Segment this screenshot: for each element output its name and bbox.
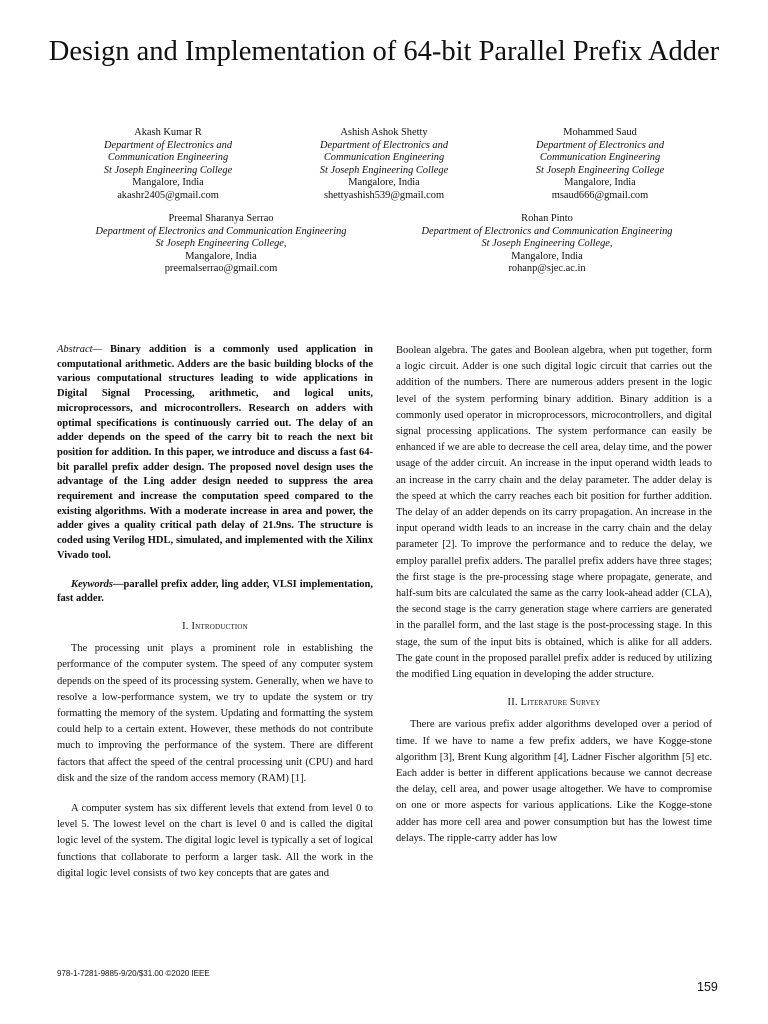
author-dept: Communication Engineering bbox=[107, 152, 229, 164]
author-college: St Joseph Engineering College bbox=[103, 164, 233, 176]
author-name: Mohammed Saud bbox=[563, 127, 637, 138]
paragraph: A computer system has six different levels that extend from level 0 to level 5. The lowest level on the chart is level 0 and is called the digital logic level of the system. The digital logic level is typically a set of logical functions that collaborate to perform a larger task. All the work in the digital logic level consists of two key concepts that are gates and bbox=[57, 802, 373, 879]
section-heading: I. Introduction bbox=[182, 620, 248, 632]
section-heading: II. Literature Survey bbox=[507, 697, 601, 709]
author-name: Rohan Pinto bbox=[521, 213, 573, 224]
keywords-lead: Keywords bbox=[71, 578, 113, 590]
author-college: St Joseph Engineering College, bbox=[481, 238, 613, 250]
author-email: akashr2405@gmail.com bbox=[117, 189, 219, 201]
abstract-lead: Abstract— bbox=[57, 344, 102, 355]
abstract bbox=[57, 343, 373, 564]
author-dept: Communication Engineering bbox=[323, 152, 445, 164]
author-college: St Joseph Engineering College bbox=[319, 164, 449, 176]
author-block bbox=[60, 213, 382, 276]
author-block bbox=[284, 127, 484, 203]
author-dept: Department of Electronics and Communication Engineering bbox=[95, 225, 347, 237]
keywords-body: —parallel prefix adder, ling adder, VLSI implementation, fast adder. bbox=[57, 578, 373, 605]
author-name: Akash Kumar R bbox=[134, 127, 202, 138]
author-college: St Joseph Engineering College, bbox=[155, 238, 287, 250]
author-name: Ashish Ashok Shetty bbox=[340, 127, 428, 138]
author-city: Mangalore, India bbox=[348, 177, 420, 189]
author-city: Mangalore, India bbox=[185, 250, 257, 262]
author-dept: Department of Electronics and bbox=[535, 139, 665, 151]
keywords bbox=[57, 578, 373, 607]
abstract-body: Binary addition is a commonly used application in computational arithmetic. Adders are the basic building blocks of the various computational structures leading to wide applications in Digital Signal Processing, arithmetic, and logical units, microprocessors, and microcontrollers. Research on adders with optimal specifications is continuously carried out. The delay of an adder depends on the speed of the carry bit to reach the next bit position for addition. In this paper, we introduce and discuss a fast 64-bit parallel prefix adder design. The proposed novel design uses the advantage of the Ling adder design needed to suppress the area requirement and increase the computation speed compared to the existing algorithms. With a moderate increase in area and power, the adder gives a quality critical path delay of 21.9ns. The structure is coded using Verilog HDL, simulated, and implemented with the Xilinx Vivado tool. bbox=[57, 344, 373, 561]
author-block bbox=[68, 127, 268, 203]
paragraph: There are various prefix adder algorithms developed over a period of time. If we have to name a few prefix adders, we have Kogge-stone algorithm [3], Brent Kung algorithm [4], Ladner Fischer algorithm [5] etc. Each adder is better in different applications because we cannot decrease the delay, cell area, and power usage altogether. We have to compromise on one or more aspects for various applications. Like the Kogge-stone adder has more cell area and power consumption but has the lowest time delays. The ripple-carry adder has low bbox=[396, 719, 712, 844]
author-college: St Joseph Engineering College bbox=[535, 164, 665, 176]
paragraph: Boolean algebra. The gates and Boolean algebra, when put together, form a logic circuit. Adder is one such digital logic circuit that carries out the addition of the numbers. There are numerous adders present in the logic level of the system performing binary addition. Binary addition is a commonly used operator in microprocessors, microcontrollers, and digital signal processing applications. The system performance can easily be enhanced if we are able to decrease the cell area, delay time, and the power usage of the adder circuit. An increase in the input operand width leads to an increase in the carry chain and the delay parameter. The adder delay is the speed at which the carry reaches each bit position for further addition. The delay of an adder depends on its carry propagation. An increase in the input operand width leads to an increase in the carry chain and the delay parameter [2]. To improve the performance and to reduce the delay, we employ parallel prefix adders. The parallel prefix adders have three stages; the first stage is the pre-processing stage where propagate, generate, and half-sum bits are calculated the same as the carry look-ahead adder (CLA), the second stage is the carry generation stage where carriers are generated in the parallel form, and the last stage is the post-processing stage. In this stage, the sum of the input bits is obtained, which is alike for all adders. The gate count in the proposed parallel prefix adder is reduced by utilizing the modified Ling equation in developing the adder structure. bbox=[396, 345, 712, 681]
author-email: rohanp@sjec.ac.in bbox=[508, 263, 586, 275]
copyright-footer: 978-1-7281-9885-9/20/$31.00 ©2020 IEEE bbox=[57, 969, 210, 978]
paper-title: Design and Implementation of 64-bit Parallel Prefix Adder bbox=[48, 36, 720, 67]
author-dept: Department of Electronics and bbox=[103, 139, 233, 151]
right-column bbox=[396, 343, 712, 847]
author-city: Mangalore, India bbox=[511, 250, 583, 262]
author-block bbox=[500, 127, 700, 203]
left-column bbox=[57, 343, 373, 882]
author-block bbox=[386, 213, 708, 276]
author-city: Mangalore, India bbox=[132, 177, 204, 189]
author-email: shettyashish539@gmail.com bbox=[323, 189, 445, 201]
author-email: preemalserrao@gmail.com bbox=[164, 263, 278, 275]
author-dept: Department of Electronics and Communication Engineering bbox=[421, 225, 673, 237]
author-dept: Communication Engineering bbox=[539, 152, 661, 164]
author-email: msaud666@gmail.com bbox=[551, 189, 649, 201]
author-city: Mangalore, India bbox=[564, 177, 636, 189]
paragraph: The processing unit plays a prominent role in establishing the performance of the computer system. The speed of any computer system depends on the speed of its processing system. Generally, when we have to resolve a low-performance system, we try to update the system or try formatting the memory of the system. Updating and formatting the system could help to a certain extent. However, these methods do not contribute much to improving the performance of the system. There are different factors that affect the speed of the central processing unit (CPU) and hard disk and the size of the random access memory (RAM) [1]. bbox=[57, 643, 373, 784]
author-name: Preemal Sharanya Serrao bbox=[168, 213, 274, 224]
author-dept: Department of Electronics and bbox=[319, 139, 449, 151]
page-number: 159 bbox=[697, 980, 718, 994]
